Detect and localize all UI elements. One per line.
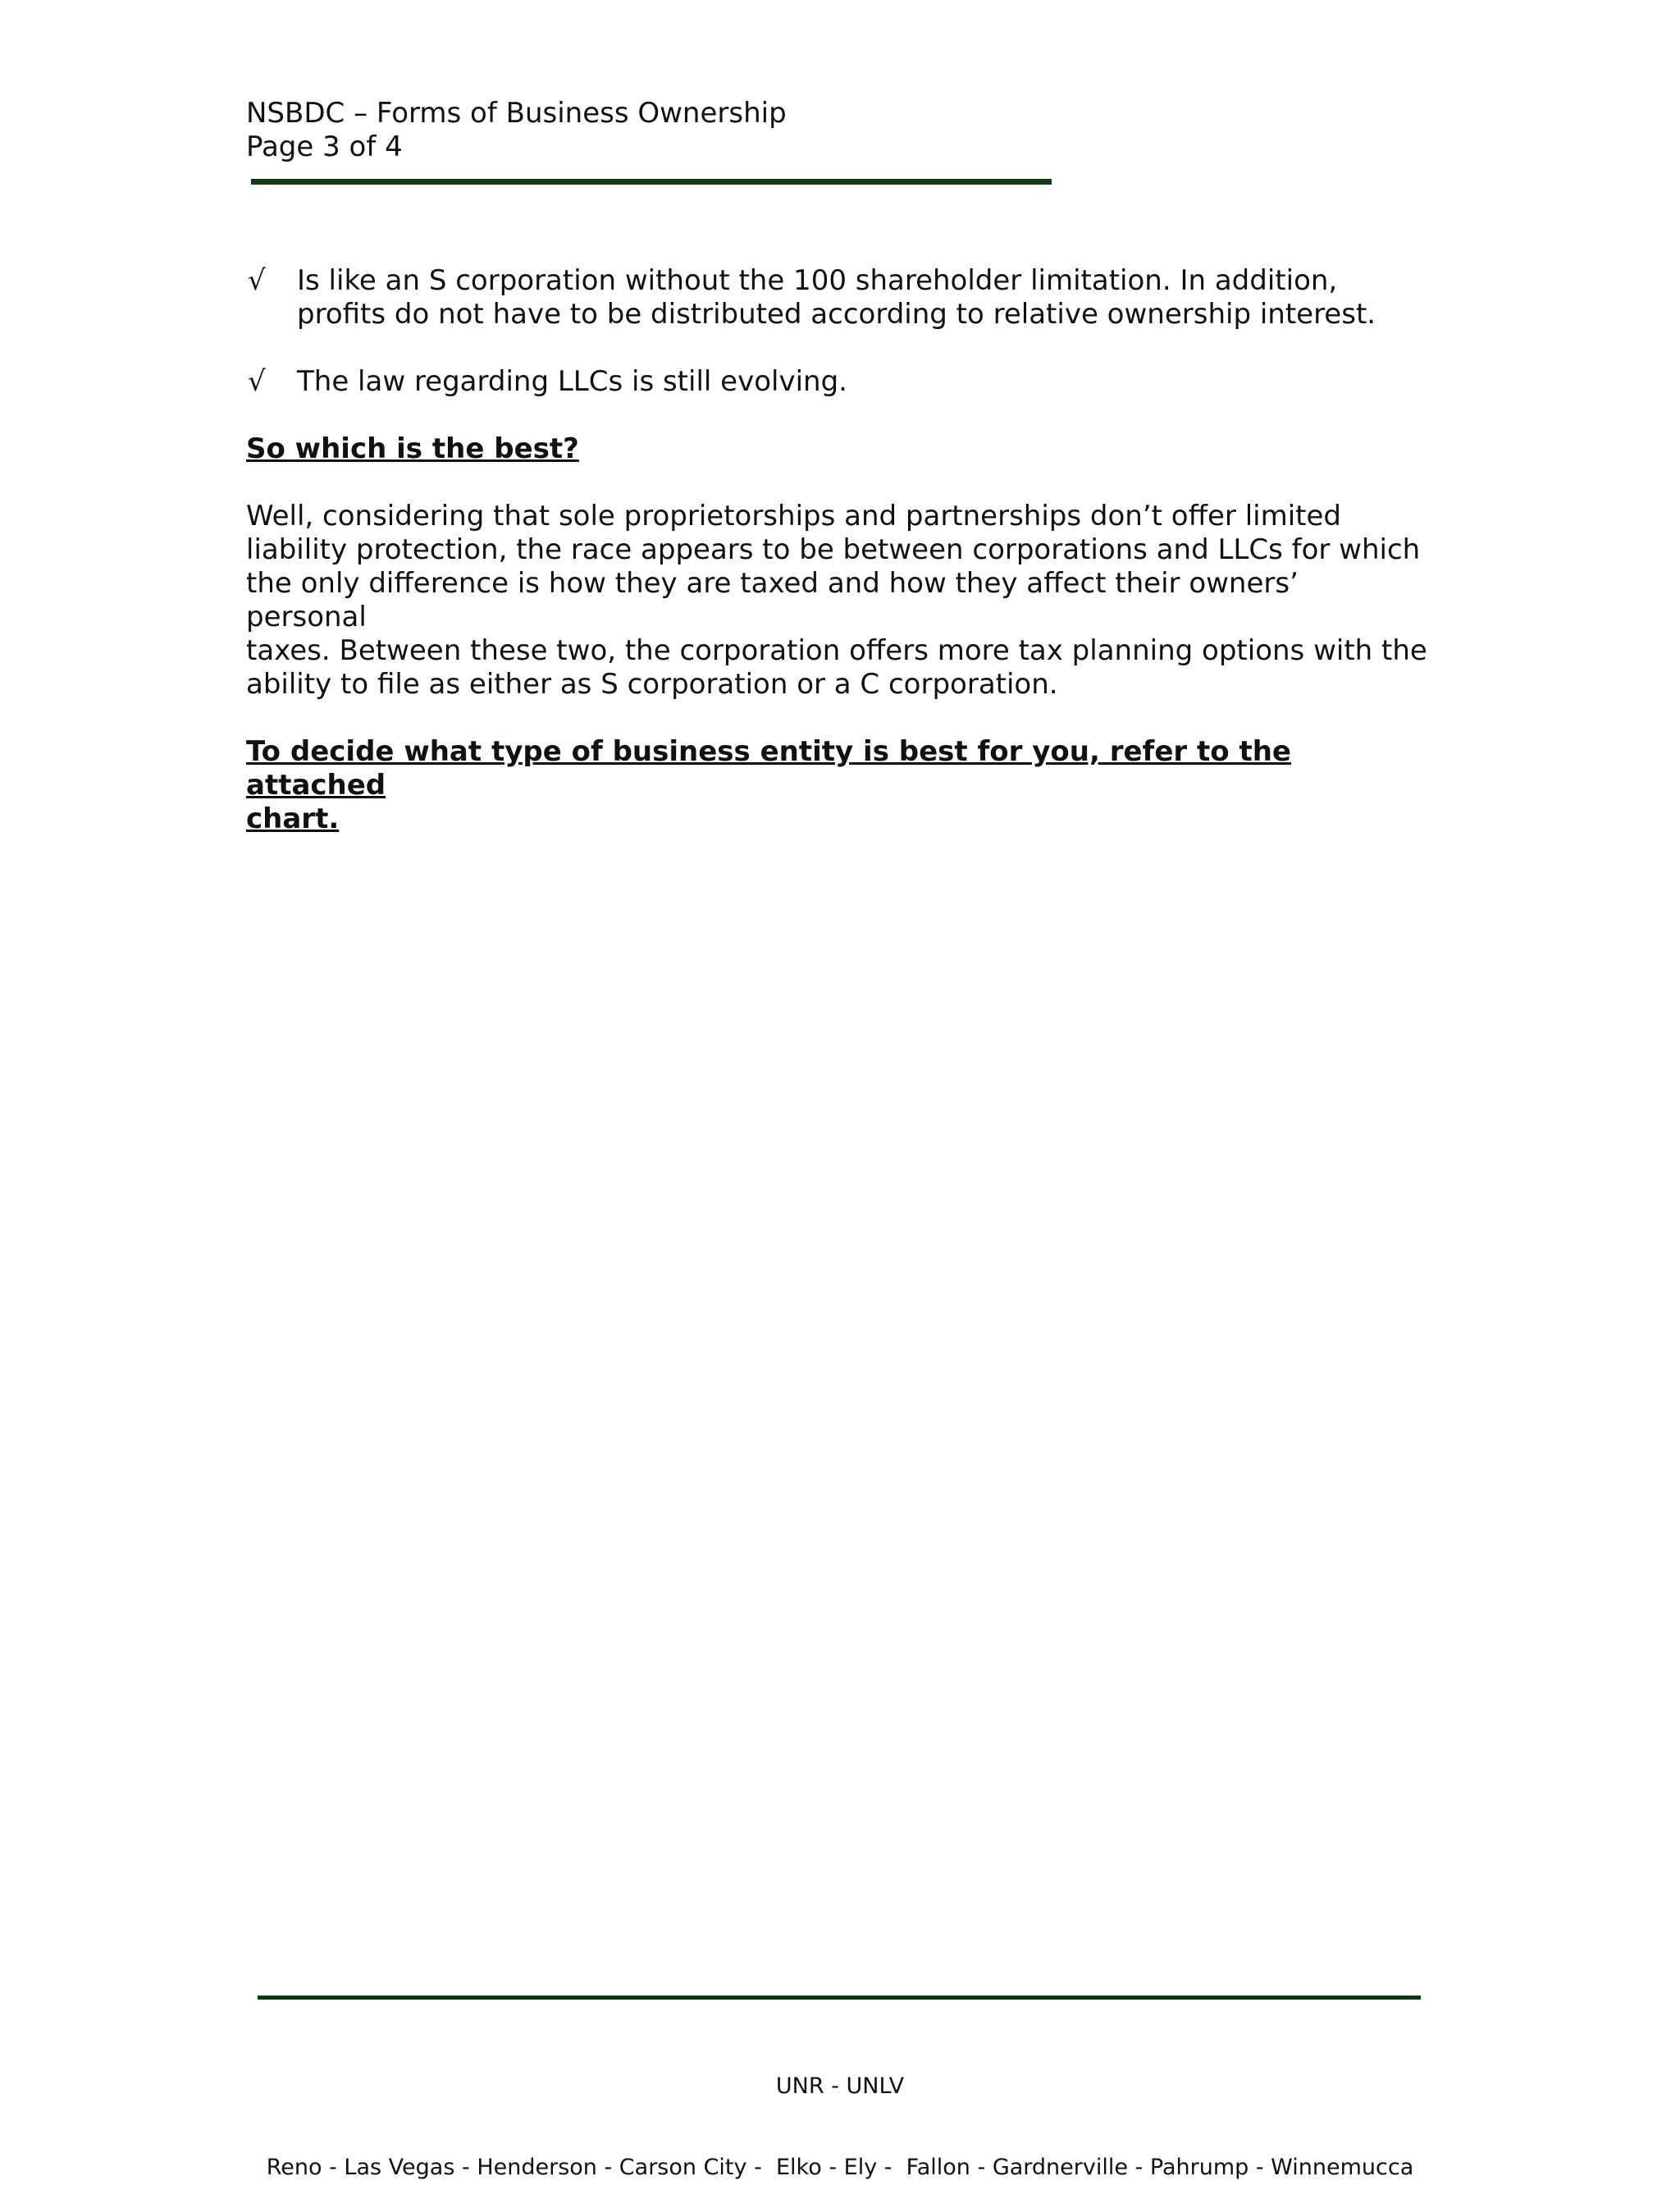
- footer-rule: [258, 1995, 1421, 2000]
- paragraph-line: liability protection, the race appears to be between corporations and LLCs for which: [246, 533, 1421, 566]
- paragraph-line: Well, considering that sole proprietorships and partnerships don’t offer limited: [246, 500, 1341, 533]
- document-title: NSBDC – Forms of Business Ownership: [246, 97, 787, 130]
- footer-locations: Reno - Las Vegas - Henderson - Carson City - Elko - Ely - Fallon - Gardnerville - Pahrump - Winnemucca: [266, 2155, 1414, 2180]
- checkmark-icon: √: [248, 264, 266, 297]
- bullet-item: [246, 264, 1427, 331]
- bullet-line: profits do not have to be distributed according to relative ownership interest.: [297, 298, 1376, 331]
- document-body: [246, 264, 1427, 836]
- page-number: Page 3 of 4: [246, 130, 403, 163]
- closing-note: [246, 735, 1427, 836]
- header-rule: [251, 179, 1052, 185]
- closing-line: To decide what type of business entity is best for you, refer to the attached: [246, 735, 1291, 802]
- bullet-item: [246, 365, 1427, 399]
- page-header: [246, 97, 787, 164]
- section-heading: So which is the best?: [246, 432, 579, 465]
- bullet-line: The law regarding LLCs is still evolving.: [297, 365, 847, 398]
- closing-line: chart.: [246, 802, 340, 835]
- paragraph-line: taxes. Between these two, the corporation offers more tax planning options with the: [246, 634, 1427, 667]
- page-footer: [0, 2018, 1680, 2208]
- bullet-line: Is like an S corporation without the 100 shareholder limitation. In addition,: [297, 264, 1338, 297]
- checkmark-icon: √: [248, 365, 266, 398]
- body-paragraph: [246, 500, 1427, 702]
- paragraph-line: ability to file as either as S corporation or a C corporation.: [246, 668, 1058, 701]
- footer-institutions: UNR - UNLV: [775, 2073, 905, 2099]
- paragraph-line: the only difference is how they are taxed and how they affect their owners’ personal: [246, 567, 1299, 633]
